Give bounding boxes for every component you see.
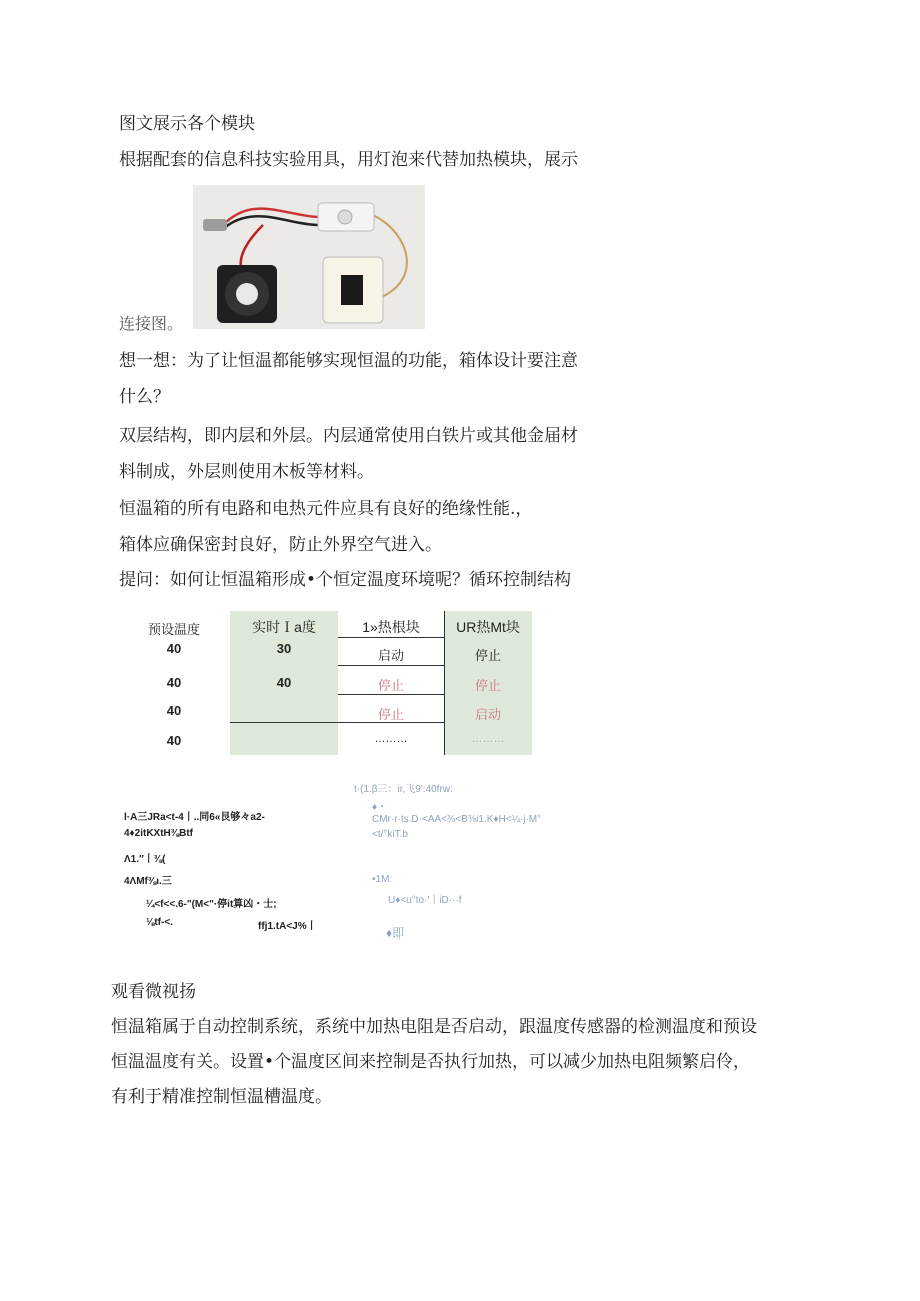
table-row-1-heat: 启动 bbox=[377, 648, 404, 663]
code-left-line-5: ¼<f<<.6-"(M<"·停it算凶・士; bbox=[146, 899, 277, 910]
table-row-2-real: 40 bbox=[276, 675, 292, 690]
table-row-4-cool: ……… bbox=[471, 733, 505, 745]
code-left-line-3: Λ1.″丨⅜( bbox=[124, 854, 166, 865]
intro-text: 根据配套的信息科技实验用具，用灯泡来代替加热模块，展示 bbox=[119, 150, 578, 170]
control-table bbox=[118, 611, 534, 755]
heading: 图文展示各个模块 bbox=[119, 114, 255, 134]
table-row-3-preset: 40 bbox=[166, 703, 182, 718]
header-real-temp: 实时Ｉa度 bbox=[252, 619, 316, 635]
photo-caption: 连接图。 bbox=[119, 314, 184, 333]
code-left-line-6: ⅛tf-<. bbox=[146, 917, 173, 928]
code-right-line-1: t·(1.β三：ir,飞9':40frw: bbox=[354, 784, 453, 795]
code-left-line-1: l·A三JRa<t-4丨..同6«艮够々a2- bbox=[124, 812, 265, 823]
code-left-line-7: ffj1.tA<J%丨 bbox=[258, 921, 317, 932]
code-right-line-2: ♦・ bbox=[372, 802, 388, 813]
code-right-line-3: CMr·r·ts.D·<AA<⅜<B⅜i1.K♦H<¼·j·M° bbox=[372, 814, 542, 825]
table-row-4-heat: ……… bbox=[374, 733, 408, 745]
header-preset-temp: 预设温度 bbox=[147, 622, 200, 637]
video-heading: 观看微视扬 bbox=[111, 982, 196, 1002]
question-line-2: 什么？ bbox=[119, 387, 170, 407]
table-row-3-cool: 启动 bbox=[474, 707, 501, 722]
table-row-1-preset: 40 bbox=[166, 641, 182, 656]
table-row-2-preset: 40 bbox=[166, 675, 182, 690]
connection-photo bbox=[193, 185, 425, 329]
summary-line-2: 恒温温度有关。设置•个温度区间来控制是否执行加热，可以减少加热电阻频繁启伶， bbox=[111, 1052, 751, 1072]
answer2: 恒温箱的所有电路和电热元件应具有良好的绝缘性能.， bbox=[119, 499, 533, 519]
table-row-2-heat: 停止 bbox=[377, 678, 404, 693]
code-right-line-4: <t/°kiT.b bbox=[372, 829, 408, 840]
header-cool-module: UR热Mt块 bbox=[456, 619, 520, 635]
table-row-1-real: 30 bbox=[276, 641, 292, 656]
answer1-line-2: 料制成，外层则使用木板等材料。 bbox=[119, 462, 374, 482]
table-row-3-heat: 停止 bbox=[377, 707, 404, 722]
answer3: 箱体应确保密封良好，防止外界空气进入。 bbox=[119, 535, 442, 555]
answer1-line-1: 双层结构，即内层和外层。内层通常使用白铁片或其他金届材 bbox=[119, 426, 578, 446]
code-left-line-4: 4ΛMf⅜ι.三 bbox=[124, 876, 172, 887]
table-row-4-preset: 40 bbox=[166, 733, 182, 748]
ask-text: 提问：如何让恒温箱形成•个恒定温度环境呢？循环控制结构 bbox=[119, 570, 572, 590]
question-line-1: 想一想：为了让恒温都能够实现恒温的功能，箱体设计要注意 bbox=[119, 351, 578, 371]
code-right-line-6: U♦<u°to·′丨iD···f bbox=[388, 895, 462, 906]
table-row-1-cool: 停止 bbox=[474, 648, 501, 663]
header-heat-module: 1»热根块 bbox=[362, 619, 420, 635]
code-right-line-7: ♦即 bbox=[386, 926, 405, 940]
code-right-line-5: •1M: bbox=[372, 874, 393, 885]
summary-line-1: 恒温箱属于自动控制系统，系统中加热电阻是否启动，跟温度传感器的检测温度和预设 bbox=[111, 1017, 757, 1037]
table-row-2-cool: 停止 bbox=[474, 678, 501, 693]
summary-line-3: 有利于精准控制恒温槽温度。 bbox=[111, 1087, 332, 1107]
code-left-line-2: 4♦2itKXtH⅜Btf bbox=[124, 828, 193, 839]
